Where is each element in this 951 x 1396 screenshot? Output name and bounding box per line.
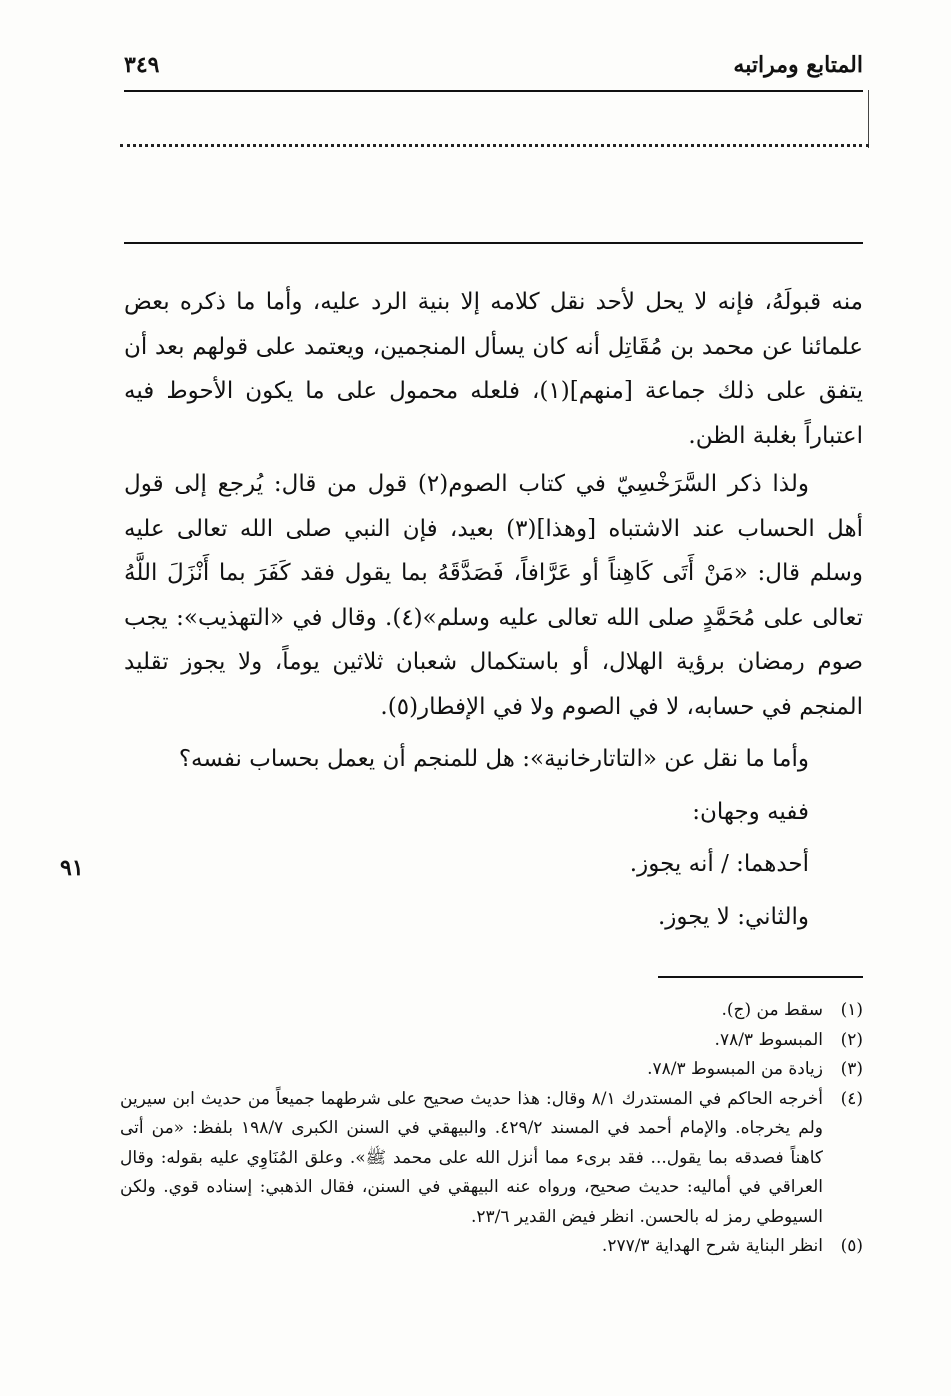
paragraph-5: أحدهما: / أنه يجوز. [629, 851, 809, 877]
footnote-5 [120, 1232, 863, 1262]
footnote-3 [120, 1055, 863, 1085]
footnote-rule [658, 976, 863, 978]
body-text [124, 280, 863, 939]
footnote-2 [120, 1026, 863, 1056]
paragraph-4: ففيه وجهان: [692, 798, 809, 825]
footnote-number: (٢) [840, 1029, 863, 1050]
footnote-number: (٤) [840, 1088, 863, 1109]
side-bar [868, 90, 869, 148]
running-title: المتابع ومراتبه [733, 52, 863, 78]
footnote-1 [120, 996, 863, 1026]
footnote-number: (٥) [840, 1236, 863, 1256]
paragraph-2: ولذا ذكر السَّرَخْسِيّ في كتاب الصوم(٢) قول من قال: يُرجع إلى قول أهل الحساب عند الاشتباه [وهذا](٣) بعيد، فإن النبي صلى الله تعالى عليه وسلم قال: «مَنْ أَتَى كَاهِناً أو عَرَّافاً، فَصَدَّقَهُ بما يقول فقد كَفَرَ بما أَنْزَلَ اللَّهُ تعالى على مُحَمَّدٍ صلى الله تعالى عليه وسلم»(٤). وقال في «التهذيب»: يجب صوم رمضان برؤية الهلال، أو باستكمال شعبان ثلاثين يوماً، ولا يجوز تقليد المنجم في حسابه، لا في الصوم ولا في الإفطار(٥). [124, 471, 863, 720]
footnote-text: أخرجه الحاكم في المستدرك ٨/١ وقال: هذا حديث صحيح على شرطهما جميعاً من حديث ابن سيرين ولم يخرجاه. والإمام أحمد في المسند ٤٢٩/٢. والبيهقي في السنن الكبرى ١٩٨/٧ بلفظ: «من أتى كاهناً فصدقه بما يقول... فقد برىء مما أنزل الله على محمد ﷺ». وعلق المُنَاوِي عليه بقوله: وقال العراقي في أماليه: حديث صحيح، ورواه عنه البيهقي في السنن، فقال الذهبي: إسناده قوي. ولكن السيوطي رمز له بالحسن. انظر فيض القدير ٢٣/٦. [120, 1088, 824, 1227]
section-rule [124, 242, 863, 244]
footnote-text: سقط من (ج). [721, 1000, 823, 1020]
footnote-number: (٣) [840, 1059, 863, 1079]
footnote-number: (١) [840, 1000, 863, 1020]
footnote-text: انظر البناية شرح الهداية ٢٧٧/٣. [601, 1236, 823, 1256]
margin-number: ٩١ [60, 855, 84, 881]
header-rule [124, 90, 863, 92]
dotted-separator [120, 144, 869, 147]
footnotes [120, 996, 863, 1262]
footnote-text: زيادة من المبسوط ٧٨/٣. [647, 1059, 823, 1079]
footnote-text: المبسوط ٧٨/٣. [714, 1029, 823, 1050]
paragraph-3: وأما ما نقل عن «التاتارخانية»: هل للمنجم أن يعمل بحساب نفسه؟ [178, 746, 809, 772]
paragraph-1: منه قبولَهُ، فإنه لا يحل لأحد نقل كلامه إلا بنية الرد عليه، وأما ما ذكره بعض علمائنا عن محمد بن مُقَاتِل أنه كان يسأل المنجمين، ويعتمد على قولهم بعد أن يتفق على ذلك جماعة [منهم](١)، فلعله محمول على ما يكون الأحوط فيه اعتباراً بغلبة الظن. [124, 289, 863, 449]
paragraph-6: والثاني: لا يجوز. [657, 903, 809, 930]
page-number: ٣٤٩ [124, 52, 160, 78]
footnote-4 [120, 1085, 863, 1233]
